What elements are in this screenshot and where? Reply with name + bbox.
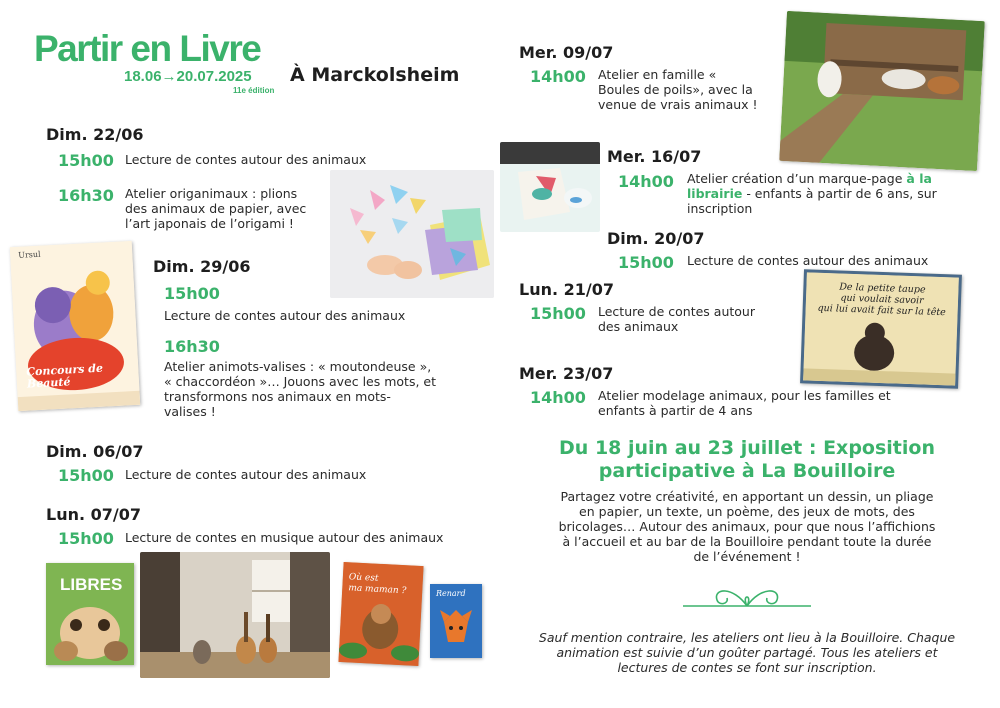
line: « chaccordéon »… Jouons avec les mots, et <box>164 374 437 389</box>
line: de l’événement ! <box>693 549 801 564</box>
footer-note <box>500 630 994 675</box>
line: qui voulait savoir <box>840 292 924 307</box>
line: l’art japonais de l’origami ! <box>125 216 294 231</box>
event-time: 16h30 <box>164 337 220 356</box>
day-heading: Lun. 21/07 <box>519 280 614 299</box>
line: ma maman ? <box>348 583 407 597</box>
day-heading: Lun. 07/07 <box>46 505 141 524</box>
line: De la petite taupe <box>839 281 926 296</box>
event-text <box>687 171 937 216</box>
book-cover-taupe <box>800 269 962 388</box>
ornament-divider <box>683 578 811 612</box>
line: participative à La Bouilloire <box>598 460 896 482</box>
event-time: 14h00 <box>618 172 674 191</box>
event-time: 15h00 <box>164 284 220 303</box>
book-title: Concours de Beauté <box>26 361 104 391</box>
line <box>687 171 937 186</box>
day-heading: Mer. 16/07 <box>607 147 702 166</box>
event-time: 16h30 <box>58 186 114 205</box>
day-heading: Dim. 20/07 <box>607 229 705 248</box>
line: venue de vrais animaux ! <box>598 97 758 112</box>
book-cover-libres <box>46 563 134 665</box>
event-time: 15h00 <box>58 466 114 485</box>
line: Partagez votre créativité, en apportant un dessin, un pliage <box>560 489 934 504</box>
origami-illustration <box>330 170 494 298</box>
brand-dates: 18.06→20.07.2025 <box>124 68 252 85</box>
line: Atelier modelage animaux, pour les familles et <box>598 388 891 403</box>
goats-photo <box>779 11 985 171</box>
event-text <box>125 186 306 231</box>
event-time: 15h00 <box>530 304 586 323</box>
guitars-photo <box>140 552 330 678</box>
flourish-icon <box>683 578 811 612</box>
line: Atelier animots-valises : « moutondeuse », <box>164 359 432 374</box>
goats-illustration <box>779 11 985 171</box>
line: Boules de poils», avec la <box>598 82 753 97</box>
line: à l’accueil et au bar de la Bouilloire pendant toute la durée <box>562 534 932 549</box>
event-time: 15h00 <box>58 529 114 548</box>
librairie-highlight: librairie <box>687 186 743 201</box>
book-title: Renard <box>436 589 466 598</box>
line: Où est <box>348 572 379 584</box>
line: Du 18 juin au 23 juillet : Exposition <box>559 437 935 459</box>
book-cover-concours <box>10 241 140 411</box>
brand-title: Partir en Livre <box>34 28 261 69</box>
event-time: 14h00 <box>530 67 586 86</box>
line: enfants à partir de 4 ans <box>598 403 753 418</box>
line: des animaux <box>598 319 679 334</box>
line: transformons nos animaux en mots- <box>164 389 391 404</box>
line: valises ! <box>164 404 216 419</box>
day-heading: Dim. 22/06 <box>46 125 144 144</box>
line: Atelier en famille « <box>598 67 717 82</box>
book-title <box>811 281 952 319</box>
line: Sauf mention contraire, les ateliers ont lieu à la Bouilloire. Chaque <box>538 630 956 645</box>
book-cover-renard <box>430 584 482 658</box>
day-heading: Mer. 23/07 <box>519 364 614 383</box>
exposition-title <box>500 437 994 483</box>
event-text: Lecture de contes autour des animaux <box>125 467 367 482</box>
day-heading: Dim. 29/06 <box>153 257 251 276</box>
event-text <box>598 67 758 112</box>
line: Atelier origanimaux : plions <box>125 186 298 201</box>
day-heading: Mer. 09/07 <box>519 43 614 62</box>
book-author: Ursul <box>17 249 41 260</box>
line: Lecture de contes autour <box>598 304 755 319</box>
event-text: Lecture de contes autour des animaux <box>125 152 367 167</box>
brand-edition: 11e édition <box>233 86 275 95</box>
town-title: À Marckolsheim <box>290 64 460 86</box>
line: qui lui avait fait sur la tête <box>817 302 946 319</box>
event-time: 15h00 <box>58 151 114 170</box>
event-time: 14h00 <box>530 388 586 407</box>
event-text: Lecture de contes autour des animaux <box>164 308 406 323</box>
line: animation est suivie d’un goûter partagé. Tous les ateliers et <box>556 645 938 660</box>
line: des animaux de papier, avec <box>125 201 307 216</box>
text-part: Atelier création d’un marque-page <box>687 171 907 186</box>
exposition-text <box>500 489 994 564</box>
line: bricolages… Autour des animaux, pour que nous l’affichions <box>558 519 936 534</box>
event-text <box>164 359 436 419</box>
book-cover-maman <box>338 562 423 666</box>
text-part: - enfants à partir de 6 ans, sur <box>742 186 937 201</box>
day-heading: Dim. 06/07 <box>46 442 144 461</box>
line <box>687 186 937 201</box>
event-text <box>598 388 891 418</box>
event-text: Lecture de contes autour des animaux <box>687 253 929 268</box>
bookmark-photo <box>500 142 600 232</box>
event-text: Lecture de contes en musique autour des animaux <box>125 530 444 545</box>
event-time: 15h00 <box>618 253 674 272</box>
origami-photo <box>330 170 494 298</box>
book-title <box>348 572 407 597</box>
bookmark-illustration <box>500 142 600 232</box>
logo-block <box>24 28 284 98</box>
line: inscription <box>687 201 753 216</box>
librairie-highlight: à la <box>906 171 932 186</box>
book-title: LIBRES <box>60 575 123 594</box>
room-illustration <box>140 552 330 678</box>
event-text <box>598 304 755 334</box>
line: en papier, un texte, un poème, des jeux de mots, des <box>579 504 915 519</box>
line: lectures de contes se font sur inscription. <box>617 660 877 675</box>
